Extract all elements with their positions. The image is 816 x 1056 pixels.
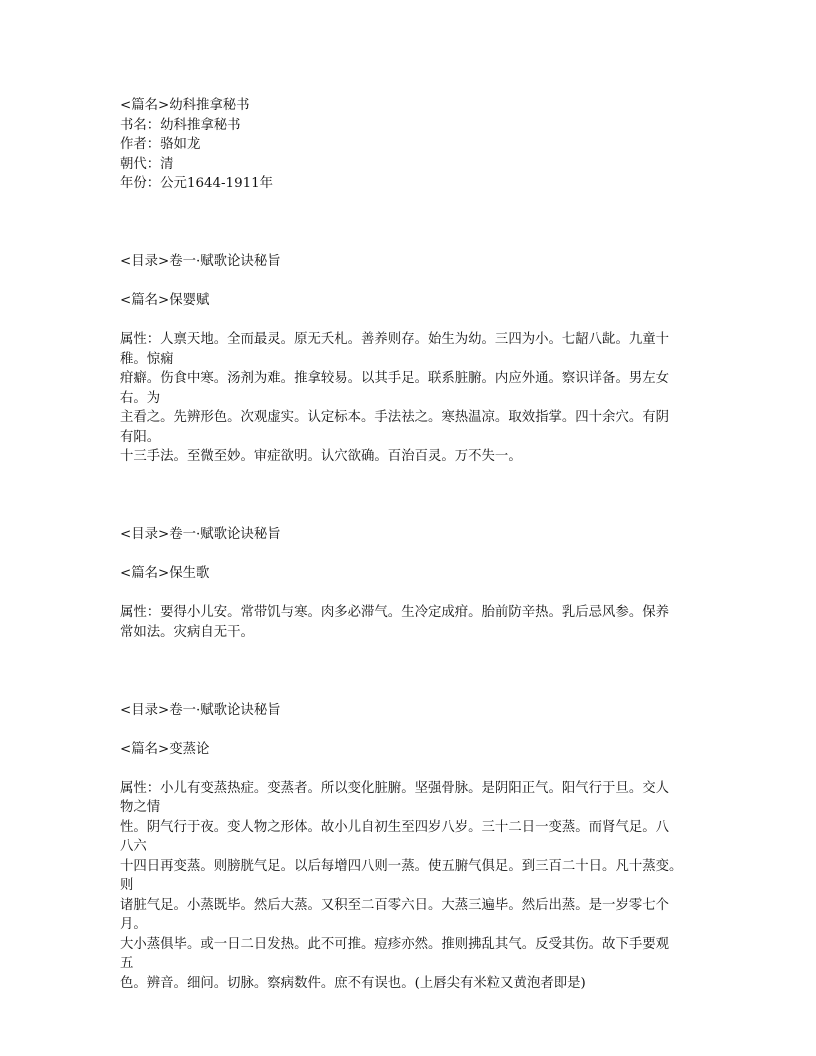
body-line: 诸脏气足。小蒸既毕。然后大蒸。又积至二百零六日。大蒸三遍毕。然后出蒸。是一岁零七个 xyxy=(120,897,670,913)
body-line: 十三手法。至微至妙。审症欲明。认穴欲确。百治百灵。万不失一。 xyxy=(120,449,522,464)
section-baosheng xyxy=(120,525,700,642)
body-line: 属性：要得小儿安。常带饥与寒。肉多必滞气。生冷定成疳。胎前防辛热。乳后忌风参。保养 xyxy=(120,605,670,620)
body-line: 五 xyxy=(120,956,134,971)
body-line: 物之情 xyxy=(120,800,161,815)
body-line: 常如法。灾病自无干。 xyxy=(120,624,254,640)
section-baoying xyxy=(120,252,700,467)
section-title: <篇名>保婴赋 xyxy=(120,293,210,308)
section-title: <篇名>变蒸论 xyxy=(120,741,210,757)
body-line: 大小蒸俱毕。或一日二日发热。此不可推。痘疹亦然。推则拂乱其气。反受其伤。故下手要观 xyxy=(120,936,670,952)
header-block xyxy=(120,96,700,194)
document-page xyxy=(120,96,700,993)
section-title: <篇名>保生歌 xyxy=(120,566,210,581)
body-line: 性。阴气行于夜。变人物之形体。故小儿自初生至四岁八岁。三十二日一变蒸。而肾气足。八 xyxy=(120,819,670,835)
body-line: 稚。惊痫 xyxy=(120,351,174,367)
section-bianzheng xyxy=(120,701,700,994)
body-line: 属性：人禀天地。全而最灵。原无夭札。善养则存。始生为幼。三四为小。七龆八龀。九童十 xyxy=(120,332,670,347)
header-line-title: <篇名>幼科推拿秘书 xyxy=(120,98,250,113)
header-line-book: 书名：幼科推拿秘书 xyxy=(120,117,241,133)
header-line-author: 作者：骆如龙 xyxy=(120,137,201,152)
body-line: 月。 xyxy=(120,917,147,932)
body-line: 色。辨音。细问。切脉。察病数件。庶不有误也。(上唇尖有米粒又黄泡者即是) xyxy=(120,975,586,991)
body-line: 属性：小儿有变蒸热症。变蒸者。所以变化脏腑。坚强骨脉。是阴阳正气。阳气行于旦。交人 xyxy=(120,780,670,796)
section-toc: <目录>卷一·赋歌论诀秘旨 xyxy=(120,702,281,718)
body-line: 右。为 xyxy=(120,390,161,406)
section-toc: <目录>卷一·赋歌论诀秘旨 xyxy=(120,254,281,269)
body-line: 疳癖。伤食中寒。汤剂为难。推拿较易。以其手足。联系脏腑。内应外通。察识详备。男左女 xyxy=(120,371,670,386)
body-line: 则 xyxy=(120,878,134,893)
header-line-year: 年份：公元1644-1911年 xyxy=(120,176,274,191)
header-line-dynasty: 朝代：清 xyxy=(120,156,174,172)
section-toc: <目录>卷一·赋歌论诀秘旨 xyxy=(120,527,281,542)
body-line: 十四日再变蒸。则膀胱气足。以后每增四八则一蒸。使五腑气俱足。到三百二十日。凡十蒸变。 xyxy=(120,858,683,874)
body-line: 八六 xyxy=(120,839,147,854)
body-line: 有阳。 xyxy=(120,429,161,445)
body-line: 主看之。先辨形色。次观虚实。认定标本。手法祛之。寒热温凉。取效指掌。四十余穴。有阴 xyxy=(120,410,670,425)
